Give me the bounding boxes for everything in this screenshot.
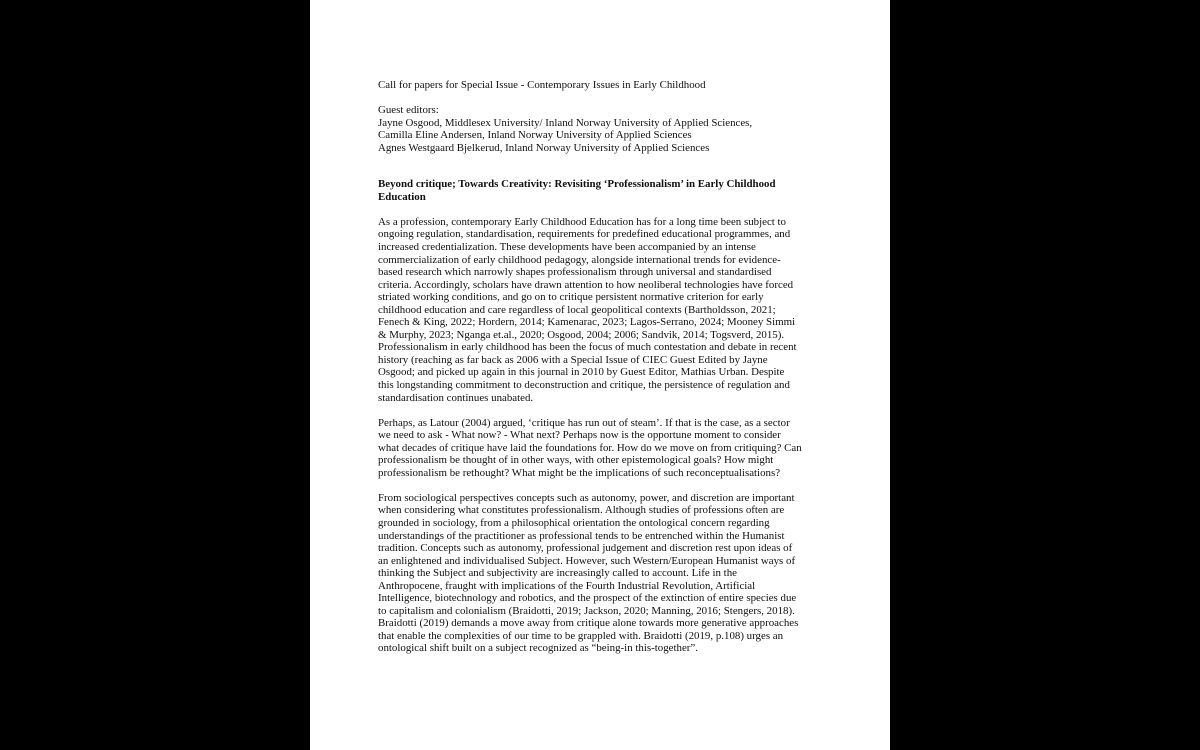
text-line: grounded in sociology, from a philosophical orientation the ontological concern regarding [378, 516, 770, 529]
text-line: based research which narrowly shapes professionalism through universal and standardised [378, 266, 772, 279]
text-line: & Murphy, 2023; Nganga et.al., 2020; Osgood, 2004; 2006; Sandvik, 2014; Togsverd, 2015). [378, 328, 785, 341]
text-line: what decades of critique have laid the foundations for. How do we move on from critiquing? Can [378, 441, 802, 454]
text-line: As a profession, contemporary Early Childhood Education has for a long time been subject to [378, 215, 786, 228]
text-line: Osgood; and picked up again in this journal in 2010 by Guest Editor, Mathias Urban. Despite [378, 366, 785, 379]
text-line: this longstanding commitment to deconstruction and critique, the persistence of regulation and [378, 379, 790, 392]
text-line: ontological shift built on a subject recognized as “being-in this-together”. [378, 642, 698, 655]
call-title: Call for papers for Special Issue - Contemporary Issues in Early Childhood [378, 79, 706, 91]
text-line: when considering what constitutes professionalism. Although studies of professions often are [378, 504, 785, 517]
paragraph-1 [378, 216, 826, 404]
text-line: striated working conditions, and go on to critique persistent normative criterion for early [378, 291, 764, 304]
text-line: ongoing regulation, standardisation, requirements for predefined educational programmes, and [378, 228, 791, 241]
document-content [378, 79, 826, 667]
article-heading [378, 178, 826, 203]
editor-entry: Agnes Westgaard Bjelkerud, Inland Norway University of Applied Sciences [378, 141, 710, 154]
editor-entry: Jayne Osgood, Middlesex University/ Inland Norway University of Applied Sciences, [378, 116, 753, 129]
paragraph-2 [378, 417, 826, 480]
text-line: tradition. Concepts such as autonomy, professional judgement and discretion rest upon ideas of [378, 542, 793, 555]
paragraph-3 [378, 492, 826, 655]
text-line: Perhaps, as Latour (2004) argued, ‘critique has run out of steam’. If that is the case, as a sector [378, 416, 790, 429]
heading-line: Beyond critique; Towards Creativity: Revisiting ‘Professionalism’ in Early Childhood [378, 178, 776, 191]
text-line: From sociological perspectives concepts such as autonomy, power, and discretion are important [378, 491, 795, 504]
text-line: standardisation continues unabated. [378, 391, 534, 404]
text-line: we need to ask - What now? - What next? Perhaps now is the opportune moment to consider [378, 429, 781, 442]
document-page [310, 0, 890, 750]
text-line: professionalism be rethought? What might be the implications of such reconceptualisations? [378, 466, 781, 479]
text-line: Professionalism in early childhood has been the focus of much contestation and debate in recent [378, 341, 797, 354]
text-line: Fenech & King, 2022; Hordern, 2014; Kamenarac, 2023; Lagos-Serrano, 2024; Mooney Simmi [378, 316, 796, 329]
text-line: to capitalism and colonialism (Braidotti, 2019; Jackson, 2020; Manning, 2016; Stengers, 2018). [378, 604, 795, 617]
text-line: Intelligence, biotechnology and robotics, and the prospect of the extinction of entire species due [378, 592, 797, 605]
text-line: understandings of the practitioner as professional tends to be entrenched within the Humanist [378, 529, 785, 542]
text-line: that enable the complexities of our time to be grappled with. Braidotti (2019, p.108) urges an [378, 629, 784, 642]
editor-entry: Camilla Eline Andersen, Inland Norway University of Applied Sciences [378, 129, 692, 142]
text-line: childhood education and care regardless of local geopolitical contexts (Bartholdsson, 2021; [378, 303, 776, 316]
guest-editors-label: Guest editors: [378, 104, 439, 117]
text-line: criteria. Accordingly, scholars have drawn attention to how neoliberal technologies have forced [378, 278, 794, 291]
text-line: history (reaching as far back as 2006 with a Special Issue of CIEC Guest Edited by Jayne [378, 353, 768, 366]
text-line: thinking the Subject and subjectivity are increasingly called to account. Life in the [378, 567, 737, 580]
text-line: Braidotti (2019) demands a move away from critique alone towards more generative approaches [378, 617, 799, 630]
text-line: professionalism be thought of in other ways, with other epistemological goals? How might [378, 454, 774, 467]
text-line: Anthropocene, fraught with implications of the Fourth Industrial Revolution, Artificial [378, 579, 756, 592]
text-line: an enlightened and individualised Subject. However, such Western/European Humanist ways of [378, 554, 796, 567]
text-line: increased credentialization. These developments have been accompanied by an intense [378, 241, 756, 254]
guest-editors-block [378, 104, 826, 154]
text-line: commercialization of early childhood pedagogy, alongside international trends for evidence- [378, 253, 781, 266]
heading-line: Education [378, 190, 426, 203]
